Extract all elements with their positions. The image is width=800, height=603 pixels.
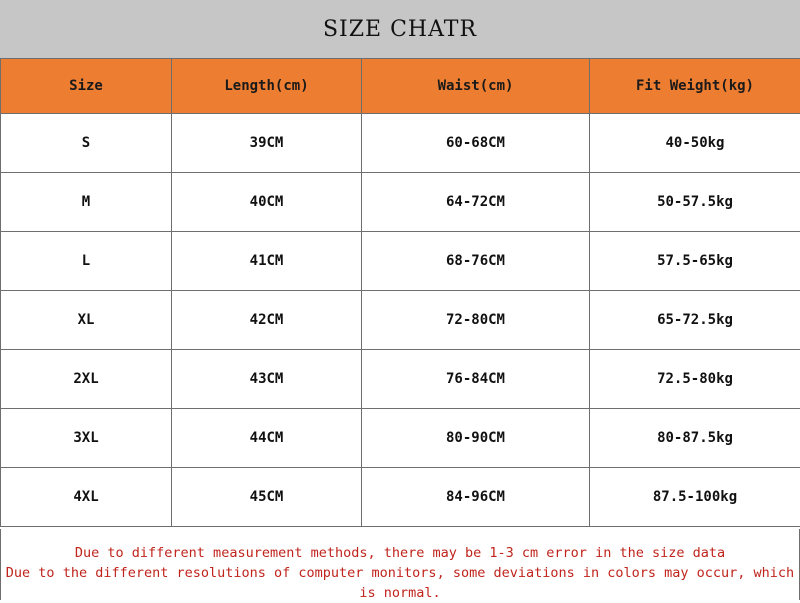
cell-size: M: [1, 173, 172, 232]
header-waist: Waist(cm): [362, 59, 590, 114]
cell-size: 4XL: [1, 468, 172, 527]
note-measurement: Due to different measurement methods, there may be 1-3 cm error in the size data: [75, 543, 725, 563]
cell-fit-weight: 65-72.5kg: [590, 291, 800, 350]
cell-waist: 72-80CM: [362, 291, 590, 350]
cell-fit-weight: 40-50kg: [590, 114, 800, 173]
note-monitor-color: Due to the different resolutions of computer monitors, some deviations in colors may occur, which is normal.: [1, 563, 799, 603]
cell-size: XL: [1, 291, 172, 350]
cell-size: S: [1, 114, 172, 173]
cell-length: 43CM: [172, 350, 362, 409]
table-row: [1, 468, 800, 527]
cell-length: 39CM: [172, 114, 362, 173]
cell-fit-weight: 80-87.5kg: [590, 409, 800, 468]
cell-size: L: [1, 232, 172, 291]
table-row: [1, 114, 800, 173]
header-row: [1, 59, 800, 114]
cell-waist: 84-96CM: [362, 468, 590, 527]
cell-fit-weight: 72.5-80kg: [590, 350, 800, 409]
header-length: Length(cm): [172, 59, 362, 114]
cell-length: 40CM: [172, 173, 362, 232]
header-fit-weight: Fit Weight(kg): [590, 59, 800, 114]
table-row: [1, 232, 800, 291]
size-table: [0, 58, 800, 527]
table-row: [1, 350, 800, 409]
table-row: [1, 291, 800, 350]
cell-length: 42CM: [172, 291, 362, 350]
cell-waist: 76-84CM: [362, 350, 590, 409]
cell-waist: 80-90CM: [362, 409, 590, 468]
cell-length: 44CM: [172, 409, 362, 468]
cell-waist: 68-76CM: [362, 232, 590, 291]
cell-fit-weight: 57.5-65kg: [590, 232, 800, 291]
cell-size: 2XL: [1, 350, 172, 409]
cell-length: 41CM: [172, 232, 362, 291]
cell-size: 3XL: [1, 409, 172, 468]
cell-waist: 60-68CM: [362, 114, 590, 173]
disclaimer-notes: [0, 529, 800, 600]
cell-fit-weight: 87.5-100kg: [590, 468, 800, 527]
chart-title: SIZE CHATR: [0, 0, 800, 58]
table-row: [1, 173, 800, 232]
header-size: Size: [1, 59, 172, 114]
cell-length: 45CM: [172, 468, 362, 527]
table-row: [1, 409, 800, 468]
cell-waist: 64-72CM: [362, 173, 590, 232]
cell-fit-weight: 50-57.5kg: [590, 173, 800, 232]
